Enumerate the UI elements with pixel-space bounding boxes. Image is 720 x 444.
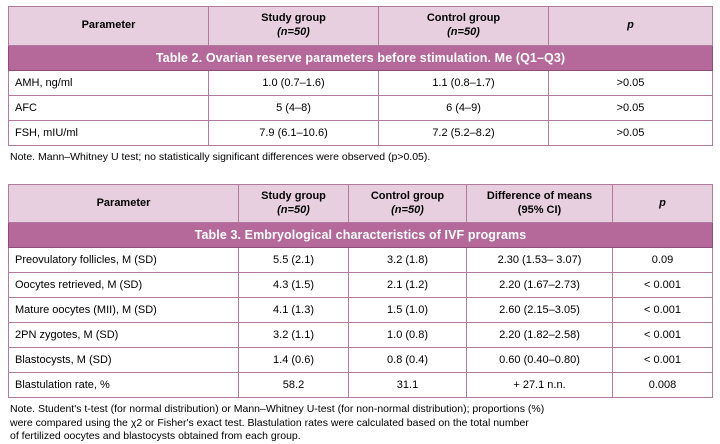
table-2-body bbox=[9, 70, 713, 145]
table-2-r2-c1: 7.9 (6.1–10.6) bbox=[209, 120, 379, 145]
table-2-r1-c0: AFC bbox=[9, 95, 209, 120]
table-row bbox=[9, 70, 713, 95]
table-3-col-study-group-main: Study group bbox=[261, 189, 326, 202]
table-row bbox=[9, 248, 713, 273]
table-row bbox=[9, 95, 713, 120]
table-3-header bbox=[9, 184, 713, 223]
table-3-col-parameter: Parameter bbox=[9, 184, 239, 223]
table-3-r0-c3: 2.30 (1.53– 3.07) bbox=[467, 248, 613, 273]
table-3-r3-c2: 1.0 (0.8) bbox=[349, 323, 467, 348]
table-2-r1-c2: 6 (4–9) bbox=[379, 95, 549, 120]
table-2-r2-c2: 7.2 (5.2–8.2) bbox=[379, 120, 549, 145]
table-3-r2-c0: Mature oocytes (MII), M (SD) bbox=[9, 298, 239, 323]
table-2-r1-c3: >0.05 bbox=[549, 95, 713, 120]
table-3-r4-c2: 0.8 (0.4) bbox=[349, 348, 467, 373]
table-2-col-control-group bbox=[379, 7, 549, 46]
table-3-r2-c3: 2.60 (2.15–3.05) bbox=[467, 298, 613, 323]
table-3-r1-c0: Oocytes retrieved, M (SD) bbox=[9, 273, 239, 298]
table-3-r0-c1: 5.5 (2.1) bbox=[239, 248, 349, 273]
table-3-r4-c0: Blastocysts, M (SD) bbox=[9, 348, 239, 373]
table-3-col-control-group-sub: (n=50) bbox=[391, 203, 424, 216]
table-2-r2-c3: >0.05 bbox=[549, 120, 713, 145]
table-3-r1-c2: 2.1 (1.2) bbox=[349, 273, 467, 298]
table-3-r1-c1: 4.3 (1.5) bbox=[239, 273, 349, 298]
table-3-note-line-2: were compared using the χ2 or Fisher's exact test. Blastulation rates were calculated based on the total number bbox=[10, 416, 529, 429]
table-3-body bbox=[9, 248, 713, 398]
table-3-r5-c3: + 27.1 n.n. bbox=[467, 373, 613, 398]
table-3-r5-c1: 58.2 bbox=[239, 373, 349, 398]
table-2-r2-c0: FSH, mIU/ml bbox=[9, 120, 209, 145]
table-row bbox=[9, 373, 713, 398]
table-2-col-study-group-sub: (n=50) bbox=[277, 25, 310, 38]
table-3-r4-c4: < 0.001 bbox=[613, 348, 713, 373]
table-3-col-control-group-main: Control group bbox=[370, 189, 445, 202]
table-3-col-difference bbox=[467, 184, 613, 223]
table-3-r5-c0: Blastulation rate, % bbox=[9, 373, 239, 398]
table-3-note-line-1: Note. Student's t-test (for normal distribution) or Mann–Whitney U-test (for non-normal distribution); proportions (%) bbox=[10, 403, 545, 416]
table-2-col-study-group-main: Study group bbox=[261, 12, 326, 24]
table-2-r0-c3: >0.05 bbox=[549, 70, 713, 95]
table-2-title-row bbox=[9, 45, 713, 70]
table-row bbox=[9, 120, 713, 145]
table-3 bbox=[8, 184, 713, 399]
table-2-r1-c1: 5 (4–8) bbox=[209, 95, 379, 120]
table-3-r5-c4: 0.008 bbox=[613, 373, 713, 398]
table-3-r2-c1: 4.1 (1.3) bbox=[239, 298, 349, 323]
table-2-col-control-group-main: Control group bbox=[426, 12, 501, 24]
table-3-r2-c4: < 0.001 bbox=[613, 298, 713, 323]
table-3-r2-c2: 1.5 (1.0) bbox=[349, 298, 467, 323]
table-3-r4-c1: 1.4 (0.6) bbox=[239, 348, 349, 373]
table-2-col-parameter: Parameter bbox=[9, 7, 209, 46]
table-3-r3-c3: 2.20 (1.82–2.58) bbox=[467, 323, 613, 348]
table-row bbox=[9, 323, 713, 348]
table-row bbox=[9, 348, 713, 373]
spacer bbox=[8, 164, 712, 184]
table-3-r3-c1: 3.2 (1.1) bbox=[239, 323, 349, 348]
table-2 bbox=[8, 6, 713, 146]
table-3-r1-c3: 2.20 (1.67–2.73) bbox=[467, 273, 613, 298]
table-2-col-control-group-sub: (n=50) bbox=[447, 25, 480, 38]
table-3-r3-c0: 2PN zygotes, M (SD) bbox=[9, 323, 239, 348]
table-3-note-line-3: of fertilized oocytes and blastocysts obtained from each group. bbox=[10, 430, 301, 443]
table-3-col-p: p bbox=[613, 184, 713, 223]
table-2-note: Note. Mann–Whitney U test; no statistically significant differences were observed (p>0.05). bbox=[10, 150, 431, 163]
table-2-col-p: p bbox=[549, 7, 713, 46]
table-row bbox=[9, 298, 713, 323]
table-3-col-study-group-sub: (n=50) bbox=[277, 203, 310, 216]
table-row bbox=[9, 273, 713, 298]
table-2-title: Table 2. Ovarian reserve parameters before stimulation. Me (Q1–Q3) bbox=[9, 45, 713, 70]
table-3-title: Table 3. Embryological characteristics of IVF programs bbox=[9, 223, 713, 248]
table-3-note bbox=[10, 403, 710, 443]
table-3-col-control-group bbox=[349, 184, 467, 223]
table-2-r0-c2: 1.1 (0.8–1.7) bbox=[379, 70, 549, 95]
table-3-r4-c3: 0.60 (0.40–0.80) bbox=[467, 348, 613, 373]
table-2-r0-c1: 1.0 (0.7–1.6) bbox=[209, 70, 379, 95]
table-3-col-difference-sub: (95% CI) bbox=[517, 203, 562, 216]
table-3-title-row bbox=[9, 223, 713, 248]
table-3-r0-c4: 0.09 bbox=[613, 248, 713, 273]
table-3-r0-c0: Preovulatory follicles, M (SD) bbox=[9, 248, 239, 273]
table-2-col-study-group bbox=[209, 7, 379, 46]
table-3-r5-c2: 31.1 bbox=[349, 373, 467, 398]
table-3-col-difference-main: Difference of means bbox=[486, 189, 593, 202]
table-3-r0-c2: 3.2 (1.8) bbox=[349, 248, 467, 273]
table-3-r3-c4: < 0.001 bbox=[613, 323, 713, 348]
table-2-r0-c0: AMH, ng/ml bbox=[9, 70, 209, 95]
table-3-col-study-group bbox=[239, 184, 349, 223]
table-3-r1-c4: < 0.001 bbox=[613, 273, 713, 298]
table-2-header bbox=[9, 7, 713, 46]
